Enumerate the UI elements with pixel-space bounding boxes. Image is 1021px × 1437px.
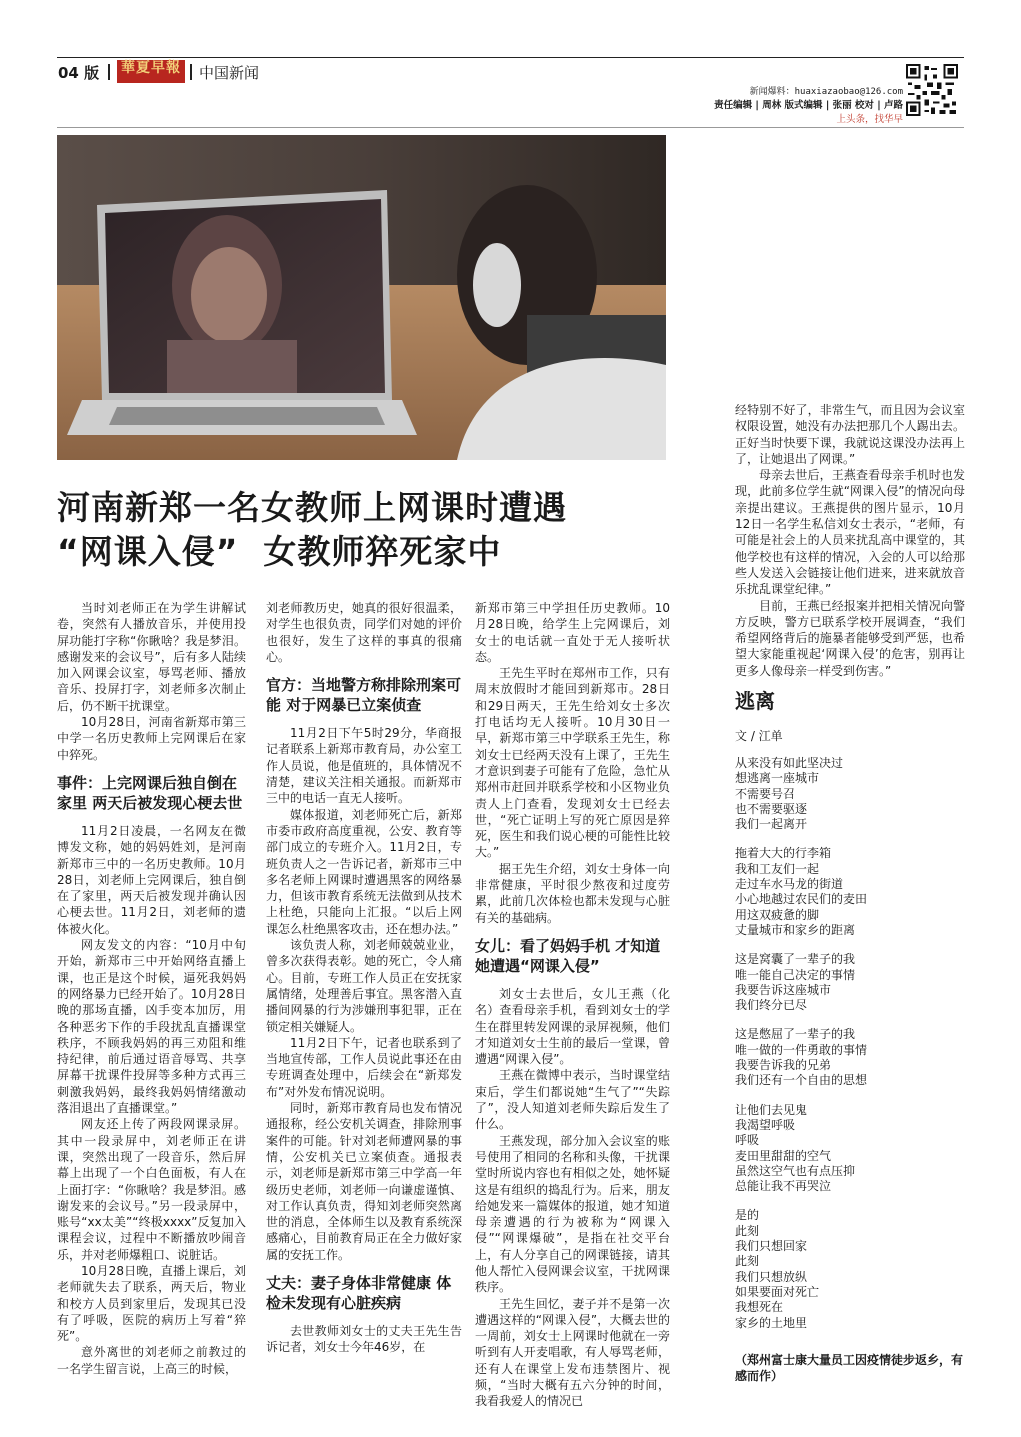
poem-line: 家乡的土地里 xyxy=(735,1315,808,1330)
header-rule xyxy=(57,57,964,58)
news-hotline: 新闻爆料：huaxiazaobao@126.com xyxy=(749,87,903,97)
poem-line: 这是窝囊了一辈子的我 xyxy=(735,952,856,967)
article-column-2 xyxy=(266,600,462,1356)
poem-body xyxy=(735,756,965,1345)
paragraph: 刘老师教历史，她真的很好很温柔，对学生也很负责，同学们对她的评价也很好，发生了这样的事真的很痛心。 xyxy=(266,601,462,664)
divider xyxy=(108,64,110,80)
paragraph: 刘女士去世后，女儿王燕（化名）查看母亲手机，看到刘女士的学生在群里转发网课的录屏视频，他们才知道刘女士生前的最后一堂课，曾遭遇“网课入侵”。 xyxy=(475,986,670,1067)
paragraph: 王燕发现，部分加入会议室的账号使用了相同的名称和头像，干扰课堂时所说内容也有相似之处，她怀疑这是有组织的捣乱行为。后来，朋友给她发来一篇媒体的报道，她才知道母亲遭遇的行为被称为“网课入侵”“网课爆破”，是指在社交平台上，有人分享自己的网课链接，请其他人帮忙入侵网课会议室，干扰网课秩序。 xyxy=(475,1133,670,1295)
paragraph: 11月2日下午，记者也联系到了当地宣传部，工作人员说此事还在由专班调查处理中，后续会在“新郑发布”对外发布情况说明。 xyxy=(266,1035,462,1099)
paragraph: 王先生平时在郑州市工作，只有周末放假时才能回到新郑市。28日和29日两天，王先生给刘女士多次打电话均无人接听。10月30日一早，新郑市第三中学联系王先生，称刘女士已经两天没有上课了，王先生才意识到妻子可能有了危险，急忙从郑州市赶回并联系学校和小区物业负责人上门查看，发现刘女士已经去世，“死亡证明上写的死亡原因是猝死，医生和我们说心梗的可能性比较大。” xyxy=(475,666,670,860)
poem-line: 从来没有如此坚决过 xyxy=(735,756,844,770)
paragraph: 网友发文的内容：“10月中旬开始，新郑市三中开始网络直播上课，也正是这个时候，逼死我妈妈的网络暴力已经开始了。10月28日晚的那场直播，凶手变本加厉，用各种恶劣下作的手段扰乱直播课堂秩序，不顾我妈妈的再三劝阻和维持纪律，前后通过语音辱骂、共享屏幕干扰课件投屏等多种方式再三刺激我妈妈，最终我妈妈情绪激动落泪退出了直播课堂。” xyxy=(57,938,246,1116)
poem-author: 文 / 江单 xyxy=(735,729,783,743)
paragraph: 当时刘老师正在为学生讲解试卷，突然有人播放音乐，并使用投屏功能打字称“你瞅啥？我是梦泪。感谢发来的会议号”，后有多人陆续加入网课会议室，辱骂老师、播放音乐、投屏打字，刘老师多次制止后，仍不断干扰课堂。 xyxy=(57,601,246,713)
poem-line: 呼吸 xyxy=(735,1133,760,1148)
paragraph: 10月28日，河南省新郑市第三中学一名历史教师上完网课后在家中猝死。 xyxy=(57,715,246,762)
poem-line: 这是憋屈了一辈子的我 xyxy=(735,1027,856,1042)
paragraph: 意外离世的刘老师之前教过的一名学生留言说，上高三的时候， xyxy=(57,1345,246,1376)
paragraph: 网友还上传了两段网课录屏。其中一段录屏中，刘老师正在讲课，突然出现了一段音乐，然后屏幕上出现了一个白色面板，有人在上面打字：“你瞅啥？我是梦泪。感谢发来的会议号。”另一段录屏中，账号“xx太美”“终极xxxx”反复加入课程会议，过程中不断播放吵闹音乐，并对老师爆粗口、说脏话。 xyxy=(57,1117,246,1262)
article-photo xyxy=(57,135,666,460)
qr-code-icon xyxy=(906,64,958,116)
poem-stanza xyxy=(735,952,965,1013)
poem-line: 我们还有一个自由的思想 xyxy=(735,1073,868,1088)
poem-line: 此刻 xyxy=(735,1254,760,1269)
article-column-3 xyxy=(475,600,670,1410)
poem-stanza xyxy=(735,756,965,832)
poem-line: 丈量城市和家乡的距离 xyxy=(735,922,856,937)
paragraph: 王燕在微博中表示，当时课堂结束后，学生们都说她“生气了”“失踪了”，没人知道刘老师失踪后发生了什么。 xyxy=(475,1068,670,1132)
headline xyxy=(57,486,697,574)
poem-line: 如果要面对死亡 xyxy=(735,1284,820,1299)
newspaper-logo-sub: CHINA HEROSS ENTERPRISE xyxy=(122,79,180,84)
paragraph: 新郑市第三中学担任历史教师。10月28日晚，给学生上完网课后，刘女士的电话就一直处于无人接听状态。 xyxy=(475,601,670,664)
poem-stanza xyxy=(735,846,965,938)
poem-line: 走过车水马龙的街道 xyxy=(735,877,844,892)
newspaper-logo: 華夏早報 xyxy=(117,60,185,83)
headline-line-1: 河南新郑一名女教师上网课时遭遇 xyxy=(57,488,567,527)
poem-line: 麦田里甜甜的空气 xyxy=(735,1148,832,1163)
poem-line: 我和工友们一起 xyxy=(735,861,820,876)
poem-line: 我想死在 xyxy=(735,1300,784,1315)
poem-line: 我们只想回家 xyxy=(735,1239,808,1254)
poem-line: 总能让我不再哭泣 xyxy=(735,1179,832,1194)
poem-line: 我们一起离开 xyxy=(735,817,808,832)
poem-line: 我们终分已尽 xyxy=(735,998,808,1013)
poem-stanza xyxy=(735,1208,965,1330)
editor-credits: 责任编辑 | 周林 版式编辑 | 张丽 校对 | 卢路 xyxy=(714,100,903,111)
poem-line: 我们只想放纵 xyxy=(735,1269,808,1284)
paragraph: 王先生回忆，妻子并不是第一次遭遇这样的“网课入侵”，大概去世的一周前，刘女士上网课时他就在一旁听到有人开麦唱歌，有人辱骂老师，还有人在课堂上发布违禁图片、视频，“当时大概有五六分钟的时间，我看我爱人的情况已 xyxy=(475,1296,670,1409)
poem-line: 是的 xyxy=(735,1208,760,1223)
poem-stanza xyxy=(735,1027,965,1088)
poem-line: 拖着大大的行李箱 xyxy=(735,846,832,861)
headline-line-2: “网课入侵” 女教师猝死家中 xyxy=(57,532,502,571)
poem-line: 用这双疲惫的脚 xyxy=(735,907,820,922)
paragraph: 10月28日晚，直播上课后，刘老师就失去了联系，两天后，物业和校方人员到家里后，发现其已没有了呼吸，医院的病历上写着“猝死”。 xyxy=(57,1263,246,1344)
subheading: 事件：上完网课后独自倒在家里 两天后被发现心梗去世 xyxy=(57,773,243,812)
poem-line: 唯一做的一件勇敢的事情 xyxy=(735,1042,868,1057)
poem-line: 想逃离一座城市 xyxy=(735,771,820,786)
article-column-1 xyxy=(57,600,246,1377)
section-name: 中国新闻 xyxy=(199,64,260,82)
poem-line: 此刻 xyxy=(735,1223,760,1238)
paragraph: 媒体报道，刘老师死亡后，新郑市委市政府高度重视，公安、教育等部门成立的专班介入。11月2日，专班负责人之一告诉记者，新郑市三中多名老师上网课时遭遇黑客的网络暴力，但该市教育系统无法做到从技术上杜绝，只能向上汇报。“以后上网课怎么杜绝黑客攻击，还在想办法。” xyxy=(266,807,462,936)
poem-line: 让他们去见鬼 xyxy=(735,1102,808,1117)
article-column-4 xyxy=(735,402,965,679)
paragraph: 该负责人称，刘老师兢兢业业，曾多次获得表彰。她的死亡，令人痛心。目前，专班工作人员正在安抚家属情绪，处理善后事宜。黑客潜入直播间网暴的行为涉嫌刑事犯罪，正在锁定相关嫌疑人。 xyxy=(266,938,462,1034)
poem-line: 我要告诉这座城市 xyxy=(735,982,832,997)
poem-line: 我渴望呼吸 xyxy=(735,1117,796,1132)
paragraph: 母亲去世后，王燕查看母亲手机时也发现，此前多位学生就“网课入侵”的情况向母亲提出建议。王燕提供的图片显示，10月12日一名学生私信刘女士表示，“老师，有可能是社会上的人员来扰乱高中课堂的，其他学校也有这样的情况，入会的人可以给那些人发送入会链接让他们进来，进来就放音乐扰乱课堂纪律。” xyxy=(735,468,965,597)
paragraph: 同时，新郑市教育局也发布情况通报称，经公安机关调查，排除刑事案件的可能。针对刘老师遭网暴的事情，公安机关已立案侦查。通报表示，刘老师是新郑市第三中学高一年级历史老师，刘老师一向谦虚谨慎、对工作认真负责，得知刘老师突然离世的消息，全体师生以及教育系统深感痛心，目前教育局正在全力做好家属的安抚工作。 xyxy=(266,1101,462,1262)
subheading: 丈夫：妻子身体非常健康 体检未发现有心脏疾病 xyxy=(266,1273,452,1312)
subheading: 女儿：看了妈妈手机 才知道她遭遇“网课入侵” xyxy=(475,936,661,975)
poem-line: 也不需要驱逐 xyxy=(735,801,808,816)
paragraph: 目前，王燕已经报案并把相关情况向警方反映，警方已联系学校开展调查，“我们希望网络背后的施暴者能够受到严惩，也希望大家能重视起‘网课入侵’的危害，别再让更多人像母亲一样受到伤害。” xyxy=(735,598,965,678)
poem-note: （郑州富士康大量员工因疫情徒步返乡，有感而作） xyxy=(735,1353,964,1383)
slogan: 上头条，找华早 xyxy=(836,114,903,125)
poem-line: 唯一能自己决定的事情 xyxy=(735,967,856,982)
poem-line: 小心地越过农民们的麦田 xyxy=(735,892,868,907)
poem-stanza xyxy=(735,1103,965,1195)
paragraph: 11月2日下午5时29分，华商报记者联系上新郑市教育局，办公室工作人员说，他是值班的，具体情况不清楚，建议关注相关通报。而新郑市三中的电话一直无人接听。 xyxy=(266,726,462,806)
poem-line: 我要告诉我的兄弟 xyxy=(735,1058,832,1073)
paragraph: 去世教师刘女士的丈夫王先生告诉记者，刘女士今年46岁，在 xyxy=(266,1323,462,1355)
paragraph: 经特别不好了，非常生气，而且因为会议室权限设置，她没有办法把那几个人踢出去。正好当时快要下课，我就说这课没办法再上了，让她退出了网课。” xyxy=(735,403,965,466)
paragraph: 据王先生介绍，刘女士身体一向非常健康，平时很少熬夜和过度劳累，此前几次体检也都未发现与心脏有关的基础病。 xyxy=(475,861,670,925)
paragraph: 11月2日凌晨，一名网友在微博发文称，她的妈妈姓刘，是河南新郑市三中的一名历史教师。10月28日，刘老师上完网课后，独自倒在了家里，两天后被发现并确认因心梗去世。11月2日，刘老师的遗体被火化。 xyxy=(57,823,246,936)
divider xyxy=(190,64,192,80)
poem-line: 不需要号召 xyxy=(735,786,796,801)
poem-line: 虽然这空气也有点压抑 xyxy=(735,1163,856,1178)
header-rule-bottom xyxy=(57,127,964,128)
poem-title: 逃离 xyxy=(735,689,775,713)
page-number: 04 版 xyxy=(58,64,100,82)
subheading: 官方：当地警方称排除刑案可能 对于网暴已立案侦查 xyxy=(266,676,462,715)
